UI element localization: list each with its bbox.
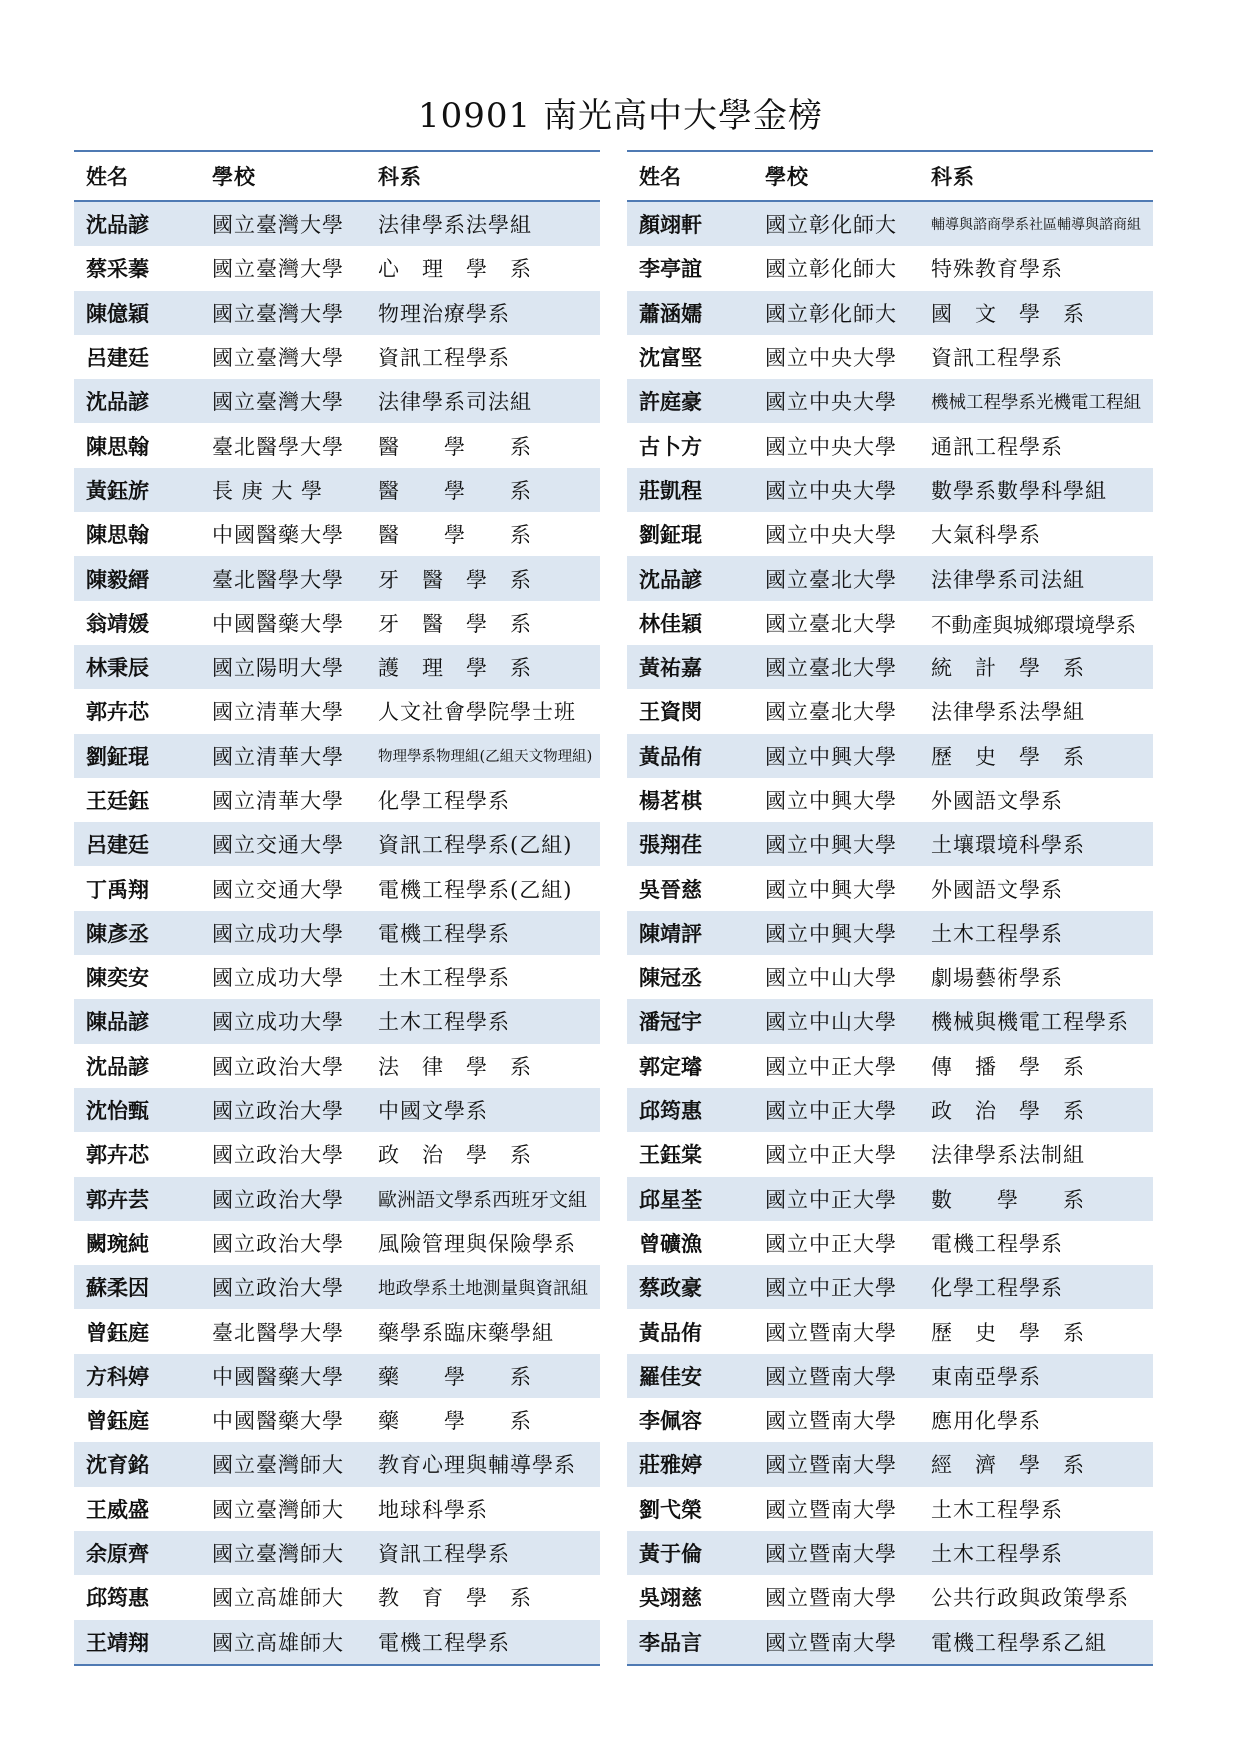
student-name: 吳翊慈 <box>639 1585 702 1611</box>
department-name: 歷 史 學 系 <box>931 744 1085 769</box>
school-name: 國立中山大學 <box>765 966 897 991</box>
department-name: 人文社會學院學士班 <box>378 700 576 725</box>
student-name: 陳思翰 <box>86 522 149 548</box>
department-name: 傳 播 學 系 <box>931 1054 1085 1079</box>
school-name: 國立暨南大學 <box>765 1497 897 1522</box>
table-row <box>627 645 1153 689</box>
student-name: 蘇柔因 <box>86 1275 149 1301</box>
student-name: 劉弋榮 <box>639 1496 702 1522</box>
student-name: 李佩容 <box>639 1408 702 1434</box>
department-name: 輔導與諮商學系社區輔導與諮商組 <box>931 217 1141 234</box>
school-name: 中國醫藥大學 <box>212 1364 344 1389</box>
department-name: 大氣科學系 <box>931 523 1041 548</box>
department-name: 東南亞學系 <box>931 1364 1041 1389</box>
table-row <box>74 423 600 467</box>
department-name: 政 治 學 系 <box>378 1143 532 1168</box>
table-row <box>627 1487 1153 1531</box>
student-name: 邱筠惠 <box>86 1585 149 1611</box>
department-name: 機械工程學系光機電工程組 <box>931 392 1141 413</box>
table-row <box>74 999 600 1043</box>
school-name: 臺北醫學大學 <box>212 434 344 459</box>
student-name: 沈怡甄 <box>86 1098 149 1124</box>
table-row <box>627 1088 1153 1132</box>
department-name: 教育心理與輔導學系 <box>378 1453 576 1478</box>
table-row <box>627 1620 1153 1664</box>
department-name: 法律學系法學組 <box>378 213 532 238</box>
department-name: 牙 醫 學 系 <box>378 611 532 636</box>
table-header <box>627 152 1153 202</box>
student-name: 沈富堅 <box>639 345 702 371</box>
header-dept: 科系 <box>931 164 975 189</box>
table-row <box>74 1620 600 1664</box>
school-name: 國立臺灣師大 <box>212 1453 344 1478</box>
department-name: 化學工程學系 <box>931 1276 1063 1301</box>
student-name: 黃品侑 <box>639 1319 702 1345</box>
student-name: 黃祐嘉 <box>639 655 702 681</box>
student-name: 林秉辰 <box>86 655 149 681</box>
bottom-rule <box>74 1664 600 1666</box>
student-name: 丁禹翔 <box>86 876 149 902</box>
school-name: 國立暨南大學 <box>765 1630 897 1655</box>
department-name: 土木工程學系 <box>931 1497 1063 1522</box>
student-name: 陳靖評 <box>639 920 702 946</box>
department-name: 資訊工程學系 <box>378 346 510 371</box>
student-name: 王鈺棠 <box>639 1142 702 1168</box>
school-name: 國立暨南大學 <box>765 1320 897 1345</box>
school-name: 國立中央大學 <box>765 478 897 503</box>
table-row <box>627 601 1153 645</box>
table-row <box>74 822 600 866</box>
student-name: 曾礦漁 <box>639 1230 702 1256</box>
school-name: 國立成功大學 <box>212 921 344 946</box>
school-name: 國立臺北大學 <box>765 700 897 725</box>
table-row <box>74 1044 600 1088</box>
table-row <box>627 822 1153 866</box>
school-name: 國立暨南大學 <box>765 1453 897 1478</box>
table-row <box>627 1575 1153 1619</box>
department-name: 藥 學 系 <box>378 1409 532 1434</box>
school-name: 國立臺灣師大 <box>212 1542 344 1567</box>
school-name: 國立政治大學 <box>212 1054 344 1079</box>
student-name: 沈品諺 <box>639 566 702 592</box>
student-name: 翁靖媛 <box>86 610 149 636</box>
department-name: 法 律 學 系 <box>378 1054 532 1079</box>
table-row <box>74 866 600 910</box>
table-row <box>627 1354 1153 1398</box>
school-name: 國立中興大學 <box>765 744 897 769</box>
department-name: 地球科學系 <box>378 1497 488 1522</box>
table-row <box>627 1309 1153 1353</box>
school-name: 國立中正大學 <box>765 1231 897 1256</box>
student-name: 曾鈺庭 <box>86 1408 149 1434</box>
student-name: 蔡采蓁 <box>86 256 149 282</box>
department-name: 土木工程學系 <box>378 966 510 991</box>
school-name: 中國醫藥大學 <box>212 611 344 636</box>
department-name: 經 濟 學 系 <box>931 1453 1085 1478</box>
table-row <box>627 246 1153 290</box>
school-name: 國立臺灣大學 <box>212 346 344 371</box>
department-name: 數學系數學科學組 <box>931 478 1107 503</box>
department-name: 資訊工程學系 <box>931 346 1063 371</box>
header-school: 學校 <box>212 164 256 189</box>
student-name: 方科婷 <box>86 1363 149 1389</box>
department-name: 法律學系司法組 <box>931 567 1085 592</box>
student-name: 顏翊軒 <box>639 212 702 238</box>
department-name: 物理學系物理組(乙組天文物理組) <box>378 749 593 766</box>
table-row <box>627 512 1153 556</box>
department-name: 風險管理與保險學系 <box>378 1231 576 1256</box>
school-name: 國立臺灣師大 <box>212 1497 344 1522</box>
table-row <box>627 468 1153 512</box>
student-name: 陳彥丞 <box>86 920 149 946</box>
table-row <box>627 291 1153 335</box>
student-name: 蕭涵嬬 <box>639 300 702 326</box>
student-name: 黃于倫 <box>639 1541 702 1567</box>
table-body-left <box>74 202 600 1664</box>
department-name: 土木工程學系 <box>378 1010 510 1035</box>
school-name: 國立成功大學 <box>212 966 344 991</box>
school-name: 國立臺北大學 <box>765 611 897 636</box>
department-name: 牙 醫 學 系 <box>378 567 532 592</box>
school-name: 國立暨南大學 <box>765 1586 897 1611</box>
student-name: 陳品諺 <box>86 1009 149 1035</box>
student-name: 張翔荏 <box>639 832 702 858</box>
school-name: 國立中興大學 <box>765 789 897 813</box>
table-row <box>74 379 600 423</box>
table-row <box>74 778 600 822</box>
student-name: 郭定璿 <box>639 1053 702 1079</box>
school-name: 國立中正大學 <box>765 1054 897 1079</box>
table-row <box>627 1044 1153 1088</box>
student-name: 沈品諺 <box>86 1053 149 1079</box>
department-name: 數 學 系 <box>931 1187 1085 1212</box>
school-name: 國立高雄師大 <box>212 1630 344 1655</box>
department-name: 劇場藝術學系 <box>931 966 1063 991</box>
school-name: 國立交通大學 <box>212 833 344 858</box>
department-name: 外國語文學系 <box>931 877 1063 902</box>
school-name: 國立中興大學 <box>765 877 897 902</box>
student-name: 李品言 <box>639 1629 702 1655</box>
header-name: 姓名 <box>86 164 128 189</box>
student-name: 吳晉慈 <box>639 876 702 902</box>
table-row <box>74 468 600 512</box>
student-name: 林佳穎 <box>639 610 702 636</box>
school-name: 國立中興大學 <box>765 833 897 858</box>
student-name: 劉鉦琨 <box>86 743 149 769</box>
school-name: 國立陽明大學 <box>212 656 344 681</box>
table-row <box>74 1442 600 1486</box>
department-name: 土木工程學系 <box>931 921 1063 946</box>
table-row <box>74 1575 600 1619</box>
table-row <box>74 291 600 335</box>
school-name: 中國醫藥大學 <box>212 523 344 548</box>
table-row <box>627 866 1153 910</box>
school-name: 國立成功大學 <box>212 1010 344 1035</box>
department-name: 土壤環境科學系 <box>931 833 1085 858</box>
department-name: 化學工程學系 <box>378 789 510 813</box>
header-dept: 科系 <box>378 164 422 189</box>
student-name: 陳奕安 <box>86 965 149 991</box>
table-row <box>74 1398 600 1442</box>
student-name: 沈品諺 <box>86 212 149 238</box>
table-row <box>74 556 600 600</box>
student-name: 潘冠宇 <box>639 1009 702 1035</box>
table-row <box>74 1487 600 1531</box>
department-name: 法律學系法制組 <box>931 1143 1085 1168</box>
page-title: 10901 南光高中大學金榜 <box>418 96 823 136</box>
school-name: 國立中山大學 <box>765 1010 897 1035</box>
table-row <box>627 1442 1153 1486</box>
student-name: 王廷鈺 <box>86 788 149 813</box>
table-row <box>627 1531 1153 1575</box>
student-name: 王威盛 <box>86 1496 149 1522</box>
table-row <box>74 955 600 999</box>
department-name: 特殊教育學系 <box>931 257 1063 282</box>
student-name: 劉鉦琨 <box>639 522 702 548</box>
department-name: 統 計 學 系 <box>931 656 1085 681</box>
student-name: 王靖翔 <box>86 1629 149 1655</box>
table-row <box>74 734 600 778</box>
table-row <box>627 556 1153 600</box>
school-name: 國立臺灣大學 <box>212 257 344 282</box>
table-row <box>74 601 600 645</box>
student-name: 郭卉芸 <box>86 1186 149 1212</box>
table-row <box>627 423 1153 467</box>
department-name: 法律學系司法組 <box>378 390 532 415</box>
school-name: 國立中正大學 <box>765 1276 897 1301</box>
department-name: 藥學系臨床藥學組 <box>378 1320 554 1345</box>
department-name: 電機工程學系 <box>378 1630 510 1655</box>
table-row <box>627 734 1153 778</box>
school-name: 國立中正大學 <box>765 1099 897 1124</box>
school-name: 國立中央大學 <box>765 390 897 415</box>
department-name: 不動產與城鄉環境學系 <box>931 612 1136 637</box>
school-name: 臺北醫學大學 <box>212 567 344 592</box>
student-name: 陳毅縉 <box>86 566 149 592</box>
ranking-table-right <box>627 150 1153 1666</box>
student-name: 許庭豪 <box>639 389 702 415</box>
department-name: 藥 學 系 <box>378 1364 532 1389</box>
student-name: 陳冠丞 <box>639 965 702 991</box>
department-name: 資訊工程學系 <box>378 1542 510 1567</box>
student-name: 陳億穎 <box>86 300 149 326</box>
student-name: 黃品侑 <box>639 743 702 769</box>
table-row <box>74 1309 600 1353</box>
school-name: 國立暨南大學 <box>765 1542 897 1567</box>
department-name: 公共行政與政策學系 <box>931 1586 1129 1611</box>
student-name: 闕琬純 <box>86 1230 149 1256</box>
student-name: 陳思翰 <box>86 433 149 459</box>
department-name: 歷 史 學 系 <box>931 1320 1085 1345</box>
school-name: 國立清華大學 <box>212 789 344 813</box>
school-name: 國立政治大學 <box>212 1231 344 1256</box>
student-name: 蔡政豪 <box>639 1275 702 1301</box>
department-name: 政 治 學 系 <box>931 1099 1085 1124</box>
student-name: 沈育銘 <box>86 1452 149 1478</box>
student-name: 莊凱程 <box>639 477 702 503</box>
table-row <box>74 1531 600 1575</box>
table-row <box>627 335 1153 379</box>
department-name: 國 文 學 系 <box>931 301 1085 326</box>
department-name: 外國語文學系 <box>931 789 1063 813</box>
school-name: 國立臺北大學 <box>765 656 897 681</box>
student-name: 呂建廷 <box>86 832 149 858</box>
school-name: 國立彰化師大 <box>765 257 897 282</box>
school-name: 國立暨南大學 <box>765 1409 897 1434</box>
table-row <box>74 645 600 689</box>
school-name: 國立政治大學 <box>212 1276 344 1301</box>
department-name: 中國文學系 <box>378 1099 488 1124</box>
department-name: 心 理 學 系 <box>378 257 532 282</box>
student-name: 邱筠惠 <box>639 1098 702 1124</box>
school-name: 臺北醫學大學 <box>212 1320 344 1345</box>
table-header <box>74 152 600 202</box>
school-name: 國立臺灣大學 <box>212 390 344 415</box>
department-name: 歐洲語文學系西班牙文組 <box>378 1189 588 1212</box>
school-name: 國立彰化師大 <box>765 301 897 326</box>
table-row <box>74 1221 600 1265</box>
school-name: 國立臺灣大學 <box>212 213 344 238</box>
department-name: 醫 學 系 <box>378 478 532 503</box>
department-name: 電機工程學系乙組 <box>931 1630 1107 1655</box>
department-name: 電機工程學系 <box>378 921 510 946</box>
table-body-right <box>627 202 1153 1664</box>
school-name: 國立彰化師大 <box>765 213 897 238</box>
school-name: 國立政治大學 <box>212 1187 344 1212</box>
student-name: 羅佳安 <box>639 1363 702 1389</box>
student-name: 黃鈺旂 <box>86 477 149 503</box>
table-row <box>74 512 600 556</box>
department-name: 物理治療學系 <box>378 301 510 326</box>
department-name: 教 育 學 系 <box>378 1586 532 1611</box>
school-name: 國立中興大學 <box>765 921 897 946</box>
table-row <box>627 999 1153 1043</box>
bottom-rule <box>627 1664 1153 1666</box>
student-name: 郭卉芯 <box>86 1142 149 1168</box>
student-name: 呂建廷 <box>86 345 149 371</box>
school-name: 國立暨南大學 <box>765 1364 897 1389</box>
student-name: 莊雅婷 <box>639 1452 702 1478</box>
student-name: 郭卉芯 <box>86 699 149 725</box>
table-row <box>627 1132 1153 1176</box>
department-name: 醫 學 系 <box>378 523 532 548</box>
school-name: 國立中央大學 <box>765 523 897 548</box>
school-name: 國立清華大學 <box>212 744 344 769</box>
table-row <box>627 202 1153 246</box>
school-name: 國立中央大學 <box>765 346 897 371</box>
department-name: 機械與機電工程學系 <box>931 1010 1129 1035</box>
student-name: 王資閔 <box>639 699 702 725</box>
table-row <box>74 1354 600 1398</box>
school-name: 國立清華大學 <box>212 700 344 725</box>
header-name: 姓名 <box>639 164 681 189</box>
student-name: 余原齊 <box>86 1541 149 1567</box>
table-row <box>627 911 1153 955</box>
department-name: 應用化學系 <box>931 1409 1041 1434</box>
school-name: 國立臺灣大學 <box>212 301 344 326</box>
table-row <box>74 911 600 955</box>
table-row <box>627 689 1153 733</box>
table-row <box>627 1177 1153 1221</box>
school-name: 國立交通大學 <box>212 877 344 902</box>
school-name: 國立中央大學 <box>765 434 897 459</box>
school-name: 國立中正大學 <box>765 1187 897 1212</box>
school-name: 中國醫藥大學 <box>212 1409 344 1434</box>
table-row <box>74 335 600 379</box>
department-name: 電機工程學系 <box>931 1231 1063 1256</box>
table-row <box>74 202 600 246</box>
table-row <box>74 1088 600 1132</box>
table-row <box>74 1132 600 1176</box>
student-name: 古卜方 <box>639 433 702 459</box>
department-name: 通訊工程學系 <box>931 434 1063 459</box>
table-row <box>74 689 600 733</box>
school-name: 國立高雄師大 <box>212 1586 344 1611</box>
department-name: 電機工程學系(乙組) <box>378 877 573 902</box>
department-name: 資訊工程學系(乙組) <box>378 833 573 858</box>
ranking-table-left <box>74 150 600 1666</box>
school-name: 國立中正大學 <box>765 1143 897 1168</box>
school-name: 長 庚 大 學 <box>212 478 324 503</box>
header-school: 學校 <box>765 164 809 189</box>
department-name: 地政學系土地測量與資訊組 <box>378 1278 588 1299</box>
school-name: 國立政治大學 <box>212 1099 344 1124</box>
student-name: 沈品諺 <box>86 389 149 415</box>
table-row <box>627 379 1153 423</box>
student-name: 李亭誼 <box>639 256 702 282</box>
student-name: 曾鈺庭 <box>86 1319 149 1345</box>
student-name: 楊茗棋 <box>639 788 702 813</box>
school-name: 國立臺北大學 <box>765 567 897 592</box>
school-name: 國立政治大學 <box>212 1143 344 1168</box>
department-name: 醫 學 系 <box>378 434 532 459</box>
table-row <box>74 1177 600 1221</box>
department-name: 法律學系法學組 <box>931 700 1085 725</box>
table-row <box>74 1265 600 1309</box>
table-row <box>627 955 1153 999</box>
table-row <box>627 1265 1153 1309</box>
table-row <box>74 246 600 290</box>
table-row <box>627 1221 1153 1265</box>
department-name: 土木工程學系 <box>931 1542 1063 1567</box>
table-row <box>627 1398 1153 1442</box>
table-row <box>627 778 1153 822</box>
department-name: 護 理 學 系 <box>378 656 532 681</box>
student-name: 邱星荃 <box>639 1186 702 1212</box>
